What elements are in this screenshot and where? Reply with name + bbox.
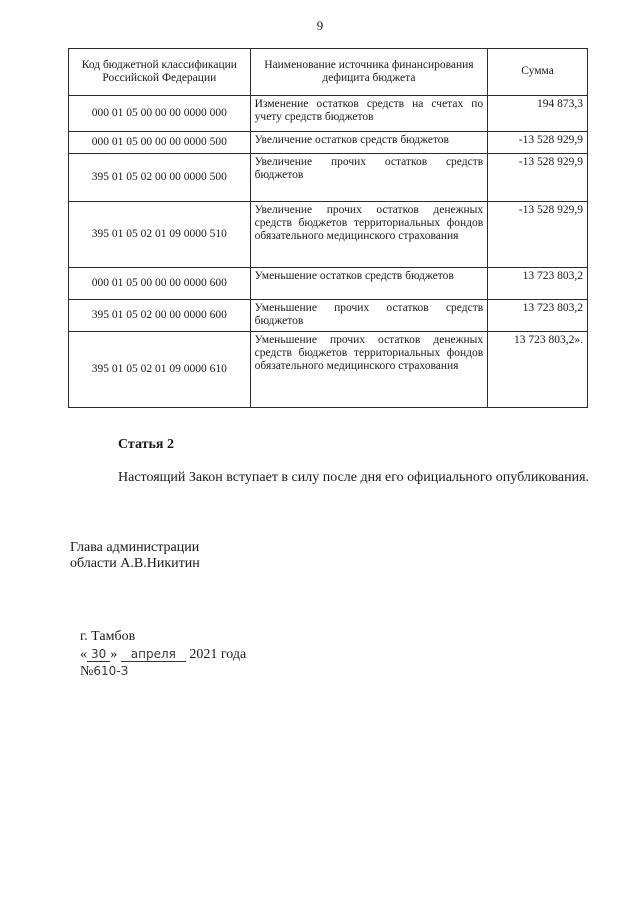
row-sum: -13 528 929,9 — [488, 154, 588, 202]
header-sum: Сумма — [488, 49, 588, 96]
row-sum: 194 873,3 — [488, 96, 588, 132]
row-name: Уменьшение прочих остатков средств бюджетов — [250, 300, 488, 332]
row-sum: -13 528 929,9 — [488, 132, 588, 154]
date-day: 30 — [87, 647, 110, 662]
header-code: Код бюджетной классификации Российской Федерации — [69, 49, 251, 96]
row-name: Уменьшение остатков средств бюджетов — [250, 268, 488, 300]
row-code: 395 01 05 02 00 00 0000 600 — [69, 300, 251, 332]
table-row — [69, 300, 588, 332]
number-prefix: № — [80, 664, 94, 679]
table-row — [69, 132, 588, 154]
row-code: 000 01 05 00 00 00 0000 000 — [69, 96, 251, 132]
budget-table — [68, 48, 588, 408]
date-line: « 30 » апреля 2021 года — [80, 646, 247, 662]
article-text: Настоящий Закон вступает в силу после дня его официального опубликования. — [118, 470, 590, 485]
article-title: Статья 2 — [118, 437, 174, 452]
row-name: Увеличение прочих остатков денежных средств бюджетов территориальных фондов обязательного медицинского страхования — [250, 202, 488, 268]
row-code: 000 01 05 00 00 00 0000 600 — [69, 268, 251, 300]
row-name: Увеличение остатков средств бюджетов — [250, 132, 488, 154]
row-sum: 13 723 803,2 — [488, 268, 588, 300]
number-line — [80, 663, 246, 681]
date-year: 2021 года — [189, 646, 247, 662]
row-code: 395 01 05 02 01 09 0000 610 — [69, 332, 251, 408]
row-name: Уменьшение прочих остатков денежных средств бюджетов территориальных фондов обязательного медицинского страхования — [250, 332, 488, 408]
row-name: Увеличение прочих остатков средств бюджетов — [250, 154, 488, 202]
page-number: 9 — [316, 18, 324, 33]
row-name: Изменение остатков средств на счетах по учету средств бюджетов — [250, 96, 488, 132]
table-row — [69, 96, 588, 132]
signature-block — [70, 540, 200, 572]
law-number: 610-З — [93, 664, 129, 678]
table-row — [69, 332, 588, 408]
table-row — [69, 154, 588, 202]
date-month: апреля — [121, 647, 186, 662]
row-code: 395 01 05 02 00 00 0000 500 — [69, 154, 251, 202]
city: г. Тамбов — [80, 629, 136, 644]
row-sum: 13 723 803,2 — [488, 300, 588, 332]
table-row — [69, 202, 588, 268]
place-date-block — [80, 628, 246, 681]
row-code: 000 01 05 00 00 00 0000 500 — [69, 132, 251, 154]
row-code: 395 01 05 02 01 09 0000 510 — [69, 202, 251, 268]
signature-title: Глава администрации — [70, 540, 200, 555]
header-name: Наименование источника финансирования дефицита бюджета — [250, 49, 488, 96]
row-sum: 13 723 803,2». — [488, 332, 588, 408]
table-header-row — [69, 49, 588, 96]
table-row — [69, 268, 588, 300]
signature-name: области А.В.Никитин — [70, 556, 200, 572]
row-sum: -13 528 929,9 — [488, 202, 588, 268]
